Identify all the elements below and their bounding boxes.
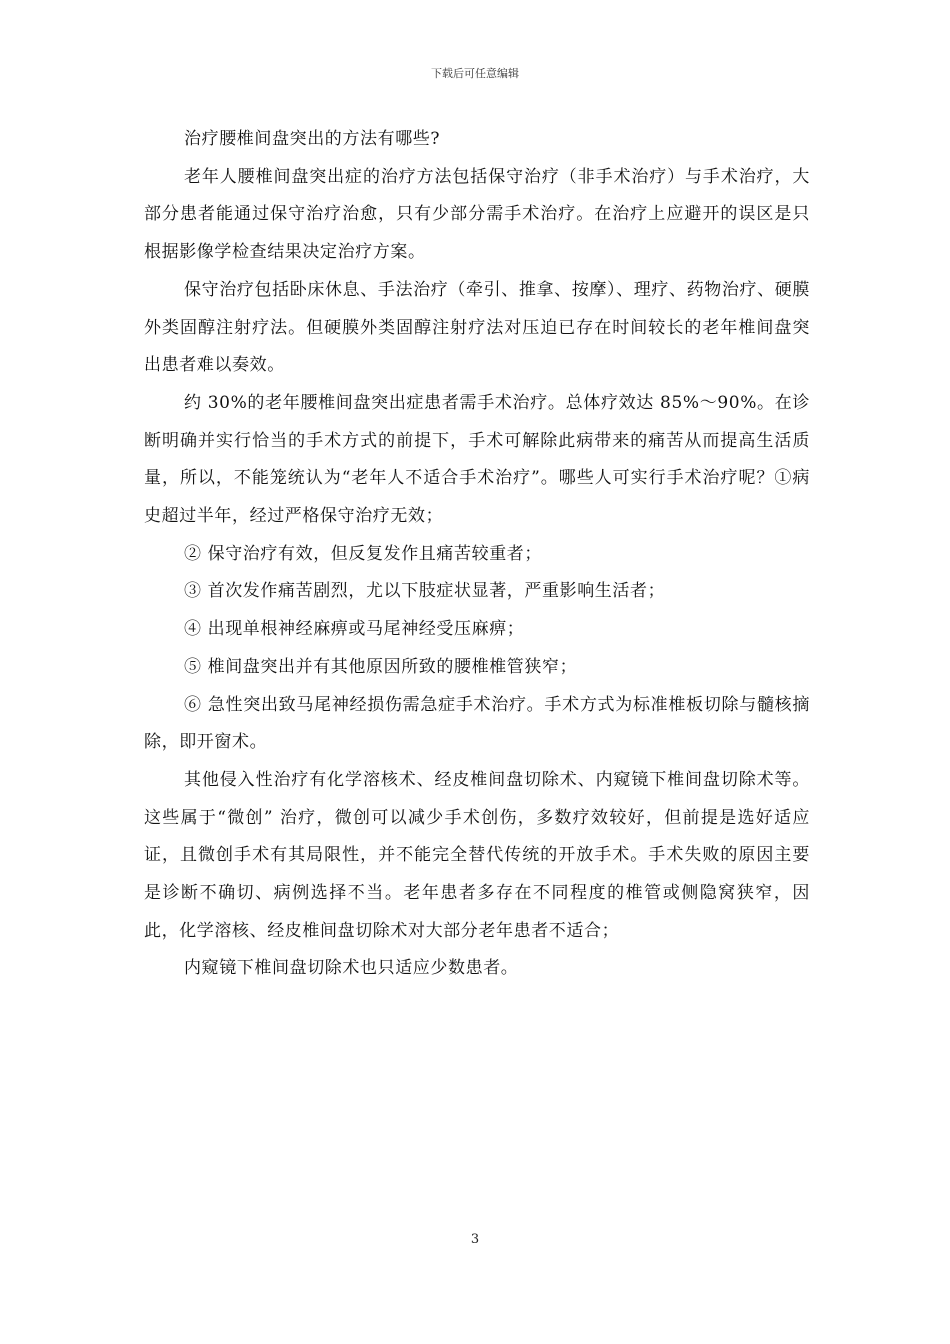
paragraph-surgical-treatment: 约 30%的老年腰椎间盘突出症患者需手术治疗。总体疗效达 85%～90%。在诊断明确并实行恰当的手术方式的前提下，手术可解除此病带来的痛苦从而提高生活质量，所以，不能笼统认为“老年人不适合手术治疗”。哪些人可实行手术治疗呢？①病史超过半年，经过严格保守治疗无效； (144, 392, 810, 527)
list-item: ③ 首次发作痛苦剧烈，尤以下肢症状显著，严重影响生活者； (184, 581, 666, 602)
paragraph-treatment-overview: 老年人腰椎间盘突出症的治疗方法包括保守治疗（非手术治疗）与手术治疗，大部分患者能通过保守治疗治愈，只有少部分需手术治疗。在治疗上应避开的误区是只根据影像学检查结果决定治疗方案。 (144, 166, 810, 263)
list-item: ⑥ 急性突出致马尾神经损伤需急症手术治疗。手术方式为标准椎板切除与髓核摘除，即开窗术。 (144, 694, 810, 753)
paragraph-conservative-treatment: 保守治疗包括卧床休息、手法治疗（牵引、推拿、按摩）、理疗、药物治疗、硬膜外类固醇注射疗法。但硬膜外类固醇注射疗法对压迫已存在时间较长的老年椎间盘突出患者难以奏效。 (144, 279, 810, 376)
paragraph-invasive-treatment: 其他侵入性治疗有化学溶核术、经皮椎间盘切除术、内窥镜下椎间盘切除术等。这些属于“微创” 治疗，微创可以减少手术创伤，多数疗效较好，但前提是选好适应证，且微创手术有其局限性，并不能完全替代传统的开放手术。手术失败的原因主要是诊断不确切、病例选择不当。老年患者多存在不同程度的椎管或侧隐窝狭窄，因此，化学溶核、经皮椎间盘切除术对大部分老年患者不适合； (144, 769, 810, 941)
paragraph-endoscopic-note: 内窥镜下椎间盘切除术也只适应少数患者。 (184, 958, 519, 979)
page-number: 3 (470, 1232, 480, 1247)
list-item: ② 保守治疗有效，但反复发作且痛苦较重者； (184, 543, 543, 564)
document-body (144, 121, 810, 988)
page-header: 下载后可任意编辑 (431, 67, 519, 80)
list-item: ⑤ 椎间盘突出并有其他原因所致的腰椎椎管狭窄； (184, 656, 578, 677)
question-heading: 治疗腰椎间盘突出的方法有哪些? (184, 129, 441, 149)
list-item: ④ 出现单根神经麻痹或马尾神经受压麻痹； (184, 619, 525, 640)
